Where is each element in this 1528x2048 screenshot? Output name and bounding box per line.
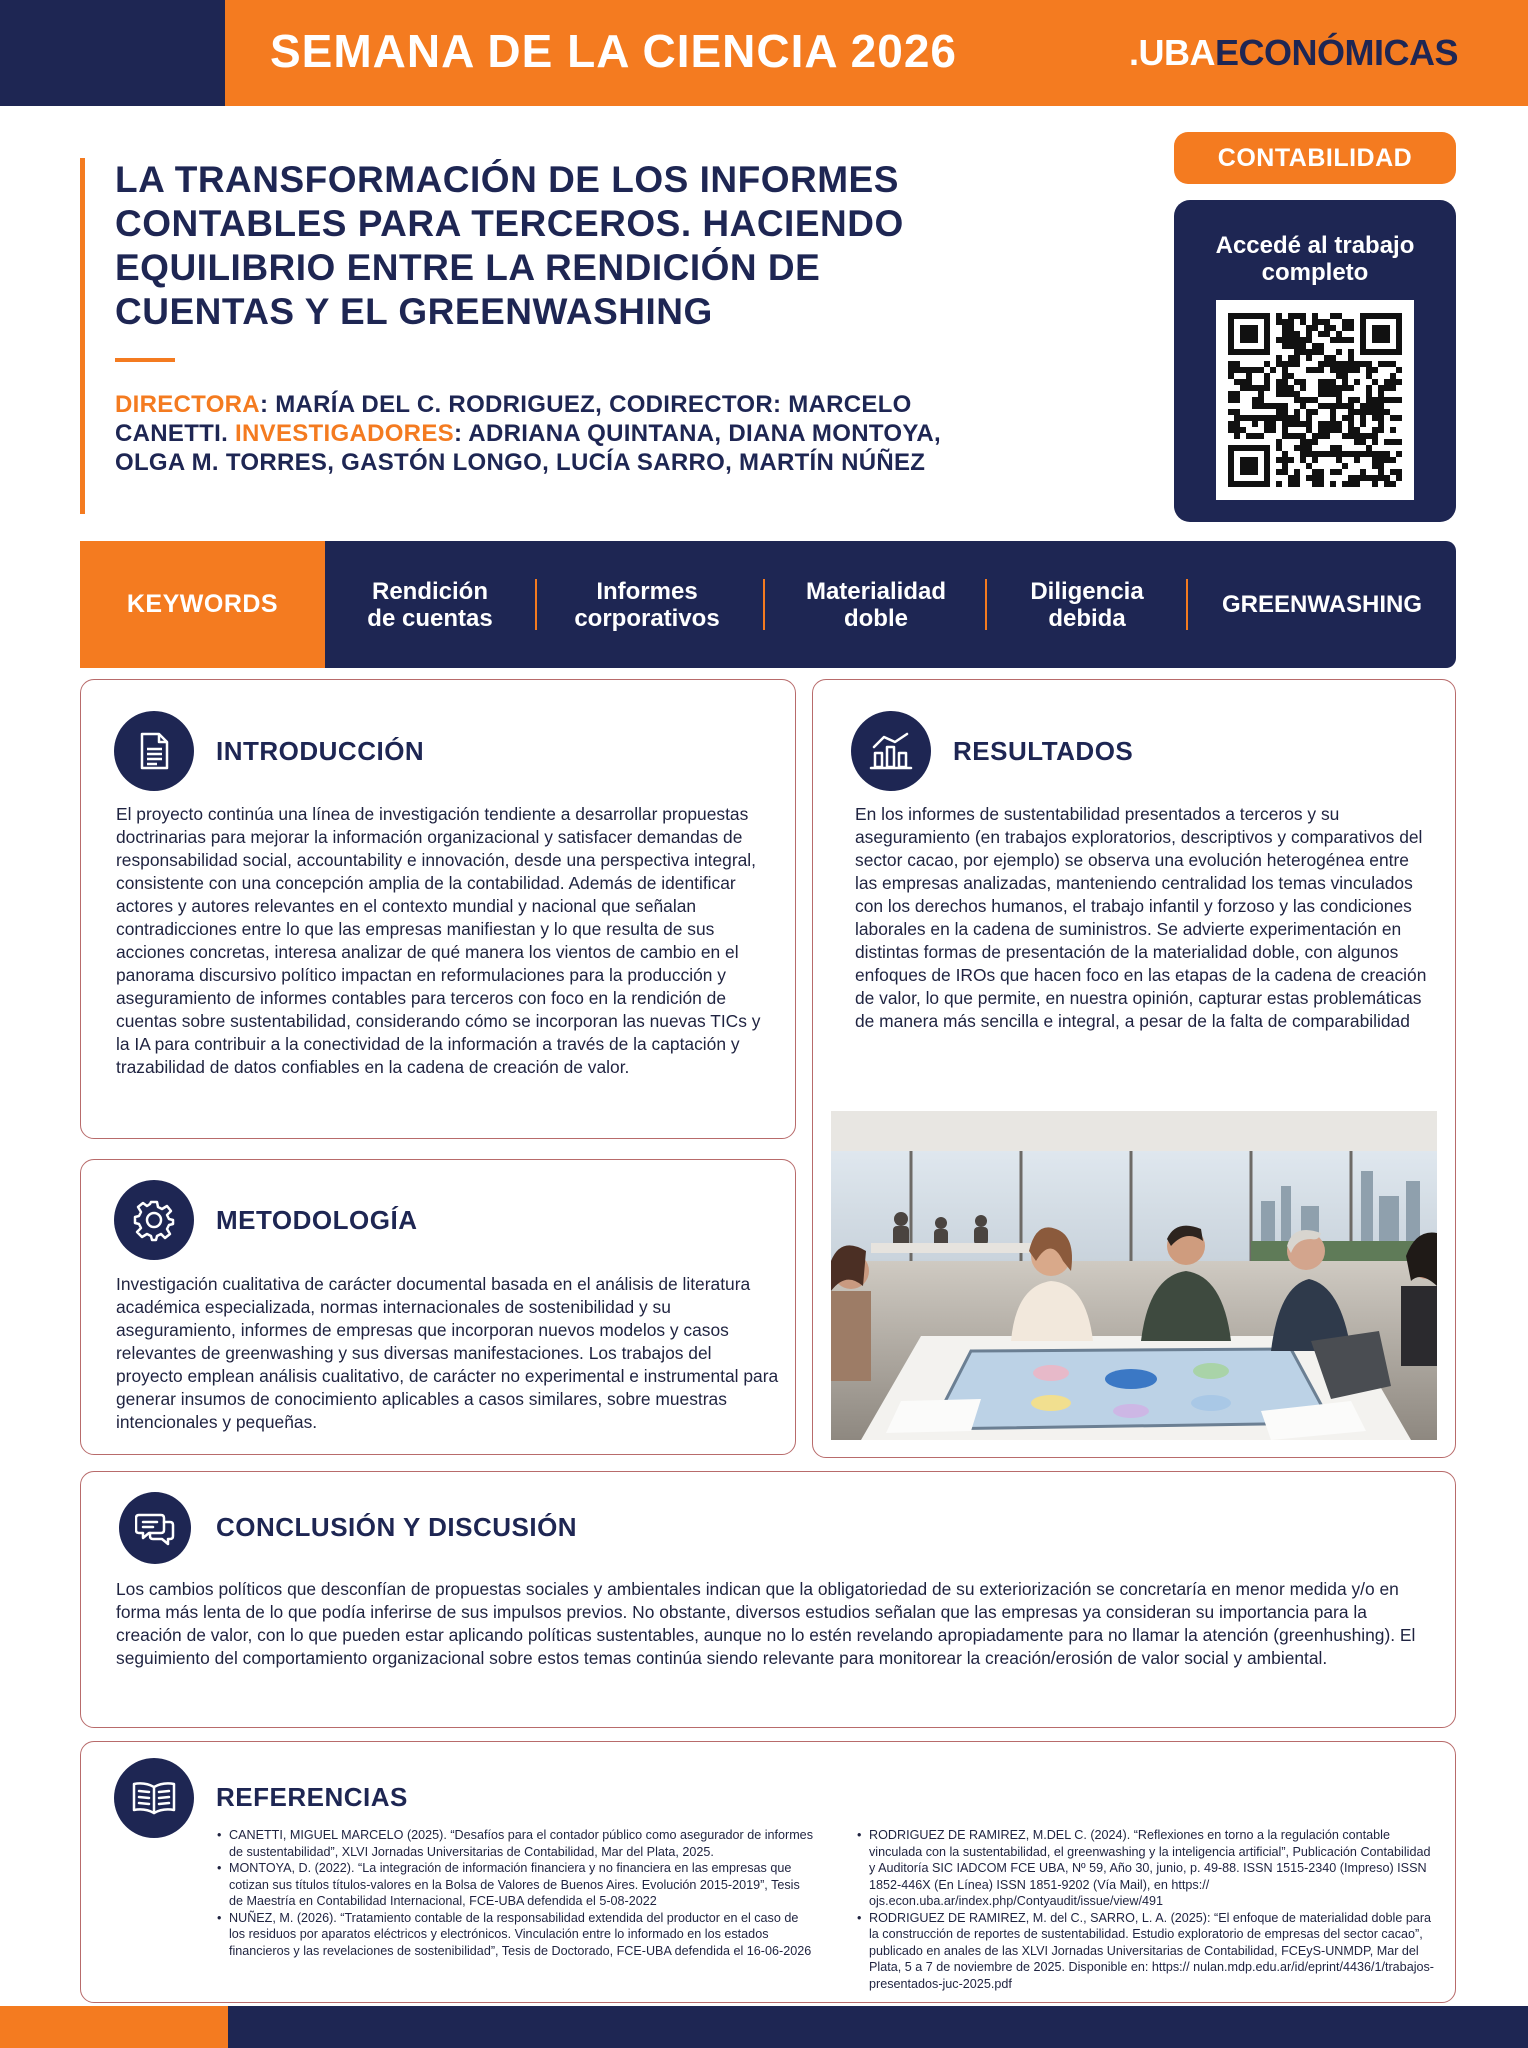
title-block xyxy=(80,158,980,514)
keyword-line1: Materialidad xyxy=(805,577,947,605)
referencias-card xyxy=(80,1741,1456,2003)
category-badge: CONTABILIDAD xyxy=(1174,132,1456,184)
brand-logo-part2: ECONÓMICAS xyxy=(1214,32,1458,73)
investigators-text: : ADRIANA QUINTANA, DIANA MONTOYA, OLGA M. TORRES, GASTÓN LONGO, LUCÍA SARRO, MARTÍN NÚÑEZ xyxy=(115,420,942,476)
authors xyxy=(115,390,980,477)
resultados-text: En los informes de sustentabilidad presentados a terceros y su aseguramiento (en trabajos exploratorios, descriptivos y comparativos del sector cacao, por ejemplo) se observa una evolución heterogénea entre las empresas analizadas, manteniendo centralidad los temas vinculados con los derechos humanos, el trabajo infantil y forzoso y las condiciones laborales en la cadena de suministros. Se advierte experimentación en distintas formas de presentación de la materialidad doble, con algunos enfoques de IROs que hacen foco en las etapas de la cadena de creación de valor, lo que permite, en nuestra opinión, capturar estas problemáticas de manera más sencilla e integral, a pesar de la falta de comparabilidad xyxy=(855,804,1427,1031)
reference-item: • MONTOYA, D. (2022). “La integración de información financiera y no financiera en las empresas que cotizan sus títulos títulos-valores en la Bolsa de Valores de Buenos Aires. Evolución 2015-2019”, Tesis de Maestría en Contabilidad Internacional, FCE-UBA defendida el 5-08-2022 xyxy=(217,1860,817,1910)
chat-bubbles-icon xyxy=(119,1492,191,1564)
footer-bar xyxy=(0,2006,1528,2048)
keyword-item xyxy=(1188,541,1456,668)
referencias-title: REFERENCIAS xyxy=(216,1782,408,1812)
director-label: DIRECTORA xyxy=(115,391,260,418)
qr-title: Accedé al trabajo completo xyxy=(1215,232,1415,286)
keyword-item xyxy=(537,541,757,668)
team-meeting-photo xyxy=(831,1111,1437,1440)
footer-orange-block xyxy=(0,2006,228,2048)
conclusion-card xyxy=(80,1471,1456,1728)
metodologia-text: Investigación cualitativa de carácter documental basada en el análisis de literatura académica especializada, normas internacionales de sostenibilidad y su aseguramiento, informes de empresas que incorporan nuevos modelos y casos relevantes de greenwashing y sus diversas manifestaciones. Los trabajos del proyecto emplean análisis cualitativo, de carácter no experimental e instrumental para generar insumos de conocimiento aplicables a casos similares, sobre muestras intencionales y pequeñas. xyxy=(116,1274,779,1432)
keywords-bar xyxy=(80,541,1456,668)
reference-item: • RODRIGUEZ DE RAMIREZ, M. del C., SARRO, L. A. (2025): “El enfoque de materialidad doble para la construcción de reportes de sustentabilidad. Estudio exploratorio de empresas del sector cacao”, publicado en anales de las XLVI Jornadas Universitarias de Contabilidad, FCEyS-UNMDP, Mar del Plata, 5 a 7 de noviembre de 2025. Disponible en: https:// nulan.mdp.edu.ar/id/eprint/4436/1/trabajos-presentados-juc-2025.pdf xyxy=(857,1910,1437,1993)
introduccion-card xyxy=(80,679,796,1139)
meeting-photo-illustration xyxy=(831,1111,1437,1440)
introduccion-title: INTRODUCCIÓN xyxy=(216,736,425,766)
qr-code-icon xyxy=(1228,313,1402,487)
keyword-line1: Rendición xyxy=(371,577,488,605)
brand-logo xyxy=(1129,32,1458,74)
investigators-label: INVESTIGADORES xyxy=(235,420,454,447)
conclusion-text: Los cambios políticos que desconfían de propuestas sociales y ambientales indican que la obligatoriedad de su exteriorización se concretaría en menor medida y/o en forma más lenta de lo que podía inferirse de sus impulsos previos. No obstante, diversos estudios señalan que las empresas ya consideran su importancia para la creación de valor, con lo que pueden estar aplicando políticas sustentables, aunque no lo estén revelando apropiadamente para no llamar la atención (greenhushing). El seguimiento del comportamiento organizacional sobre estos temas continúa siendo relevante para monitorear la creación/erosión de valor social y ambiental. xyxy=(116,1579,1416,1668)
event-title: SEMANA DE LA CIENCIA 2026 xyxy=(270,25,958,77)
header-navy-block xyxy=(0,0,225,106)
brand-logo-part1: .UBA xyxy=(1128,32,1215,73)
keyword-item xyxy=(765,541,987,668)
metodologia-card xyxy=(80,1159,796,1455)
bar-chart-icon xyxy=(851,711,931,791)
title-divider xyxy=(115,358,175,362)
reference-item: • NUÑEZ, M. (2026). “Tratamiento contable de la responsabilidad extendida del productor en el caso de los residuos por aparatos eléctricos y electrónicos. Vinculación entre lo informado en los estados financieros y las revelaciones de sostenibilidad”, Tesis de Doctorado, FCE-UBA defendida el 16-06-2026 xyxy=(217,1910,817,1960)
keyword-line1: GREENWASHING xyxy=(1221,591,1422,618)
introduccion-text: El proyecto continúa una línea de investigación tendiente a desarrollar propuestas doctrinarias para mejorar la información organizacional y satisfacer demandas de responsabilidad social, accountability e innovación, desde una perspectiva integral, consistente con una concepción amplia de la contabilidad. Además de identificar actores y autores relevantes en el contexto mundial y nacional que señalan contradicciones entre lo que las empresas manifiestan y lo que resulta de sus acciones concretas, interesa analizar de qué manera los vientos de cambio en el panorama discursivo político impactan en reformulaciones para la producción y aseguramiento de informes contables para terceros con foco en la rendición de cuentas sobre sustentabilidad, considerando cómo se incorporan las nuevas TICs y la IA para contribuir a la conectividad de la información a través de la captación y trazabilidad de datos confiables en la cadena de creación de valor. xyxy=(116,804,761,1077)
keyword-item xyxy=(325,541,535,668)
metodologia-title: METODOLOGÍA xyxy=(216,1205,418,1235)
poster-title: LA TRANSFORMACIÓN DE LOS INFORMES CONTABLES PARA TERCEROS. HACIENDO EQUILIBRIO ENTRE LA RENDICIÓN DE CUENTAS Y EL GREENWASHING xyxy=(115,159,904,332)
keyword-line1: Diligencia xyxy=(1030,577,1144,605)
references-left-list xyxy=(217,1827,817,1959)
document-icon xyxy=(114,711,194,791)
resultados-title: RESULTADOS xyxy=(953,736,1134,766)
keywords-label: KEYWORDS xyxy=(80,541,325,668)
keyword-line2: doble xyxy=(843,604,908,632)
keyword-item xyxy=(987,541,1187,668)
keyword-line2: debida xyxy=(1048,604,1126,632)
director-text: : MARÍA DEL C. RODRIGUEZ, CODIRECTOR: MARCELO CANETTI. xyxy=(115,391,912,447)
references-right-list xyxy=(857,1827,1437,1992)
reference-item: • RODRIGUEZ DE RAMIREZ, M.DEL C. (2024). “Reflexiones en torno a la regulación contable vinculada con la sustentabilidad, el greenwashing y la inteligencia artificial”, Publicación Contabilidad y Auditoría SIC IADCOM FCE UBA, Nº 59, Año 30, junio, p. 49-88. ISSN 1515-2340 (Impreso) ISSN 1852-446X (En Línea) ISSN 1851-9202 (Vía Mail), en https:// ojs.econ.uba.ar/index.php/Contyaudit/issue/view/491 xyxy=(857,1827,1437,1910)
qr-card[interactable] xyxy=(1174,200,1456,522)
qr-code[interactable] xyxy=(1216,300,1414,500)
keyword-line2: corporativos xyxy=(574,604,720,632)
keyword-line1: Informes xyxy=(596,577,698,605)
keyword-line2: de cuentas xyxy=(367,604,493,632)
header-bar xyxy=(0,0,1528,106)
resultados-card xyxy=(812,679,1456,1458)
open-book-icon xyxy=(114,1758,194,1838)
conclusion-title: CONCLUSIÓN Y DISCUSIÓN xyxy=(216,1512,578,1542)
reference-item: • CANETTI, MIGUEL MARCELO (2025). “Desafíos para el contador público como asegurador de informes de sustentabilidad”, XLVI Jornadas Universitarias de Contabilidad, Mar del Plata, 2025. xyxy=(217,1827,817,1860)
gear-icon xyxy=(114,1180,194,1260)
